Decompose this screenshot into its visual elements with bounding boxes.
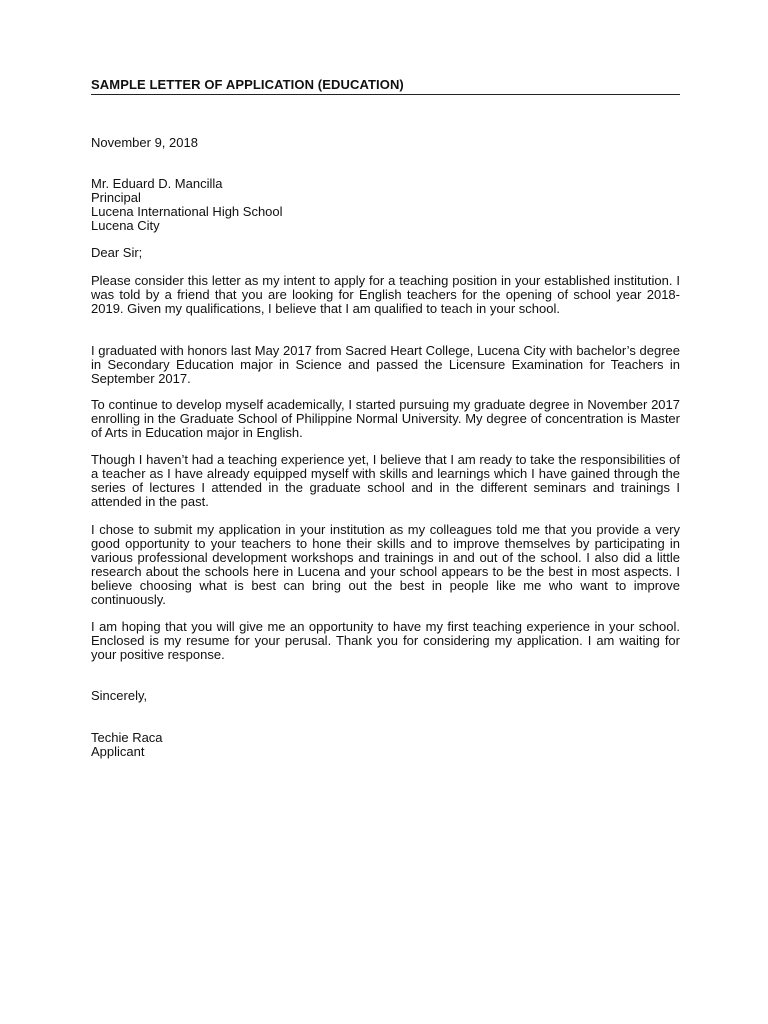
document-title: SAMPLE LETTER OF APPLICATION (EDUCATION) — [91, 77, 680, 95]
signature-block — [91, 731, 680, 759]
paragraph-intent: Please consider this letter as my intent to apply for a teaching position in your established institution. I was told by a friend that you are looking for English teachers for the opening of school year 2018-2019. Given my qualifications, I believe that I am qualified to teach in your school. — [91, 273, 680, 316]
paragraph-readiness: Though I haven’t had a teaching experience yet, I believe that I am ready to take the responsibilities of a teacher as I have already equipped myself with skills and learnings which I have gained through the series of lectures I attended in the graduate school and in the different seminars and trainings I attended in the past. — [91, 452, 680, 509]
signature-name: Techie Raca — [91, 730, 163, 745]
salutation-text: Dear Sir; — [91, 245, 143, 260]
salutation — [91, 246, 680, 260]
paragraph-closing-request: I am hoping that you will give me an opportunity to have my first teaching experience in your school. Enclosed is my resume for your perusal. Thank you for considering my application. I am waiting for your positive response. — [91, 619, 680, 662]
signature-role: Applicant — [91, 744, 145, 759]
recipient-address — [91, 177, 680, 233]
letter-date — [91, 136, 680, 150]
closing-text: Sincerely, — [91, 688, 148, 703]
recipient-school: Lucena International High School — [91, 204, 283, 219]
paragraph-education: I graduated with honors last May 2017 from Sacred Heart College, Lucena City with bachelor’s degree in Secondary Education major in Science and passed the Licensure Examination for Teachers in September 2017. — [91, 343, 680, 386]
recipient-city: Lucena City — [91, 218, 160, 233]
recipient-name: Mr. Eduard D. Mancilla — [91, 176, 223, 191]
paragraph-motivation: I chose to submit my application in your institution as my colleagues told me that you provide a very good opportunity to your teachers to hone their skills and to improve themselves by participating in various professional development workshops and trainings in and out of the school. I also did a little research about the schools here in Lucena and your school appears to be the best in most aspects. I believe choosing what is best can bring out the best in people like me who want to improve continuously. — [91, 522, 680, 607]
closing — [91, 689, 680, 703]
date-text: November 9, 2018 — [91, 135, 198, 150]
paragraph-graduate-studies: To continue to develop myself academically, I started pursuing my graduate degree in November 2017 enrolling in the Graduate School of Philippine Normal University. My degree of concentration is Master of Arts in Education major in English. — [91, 397, 680, 440]
recipient-position: Principal — [91, 190, 141, 205]
